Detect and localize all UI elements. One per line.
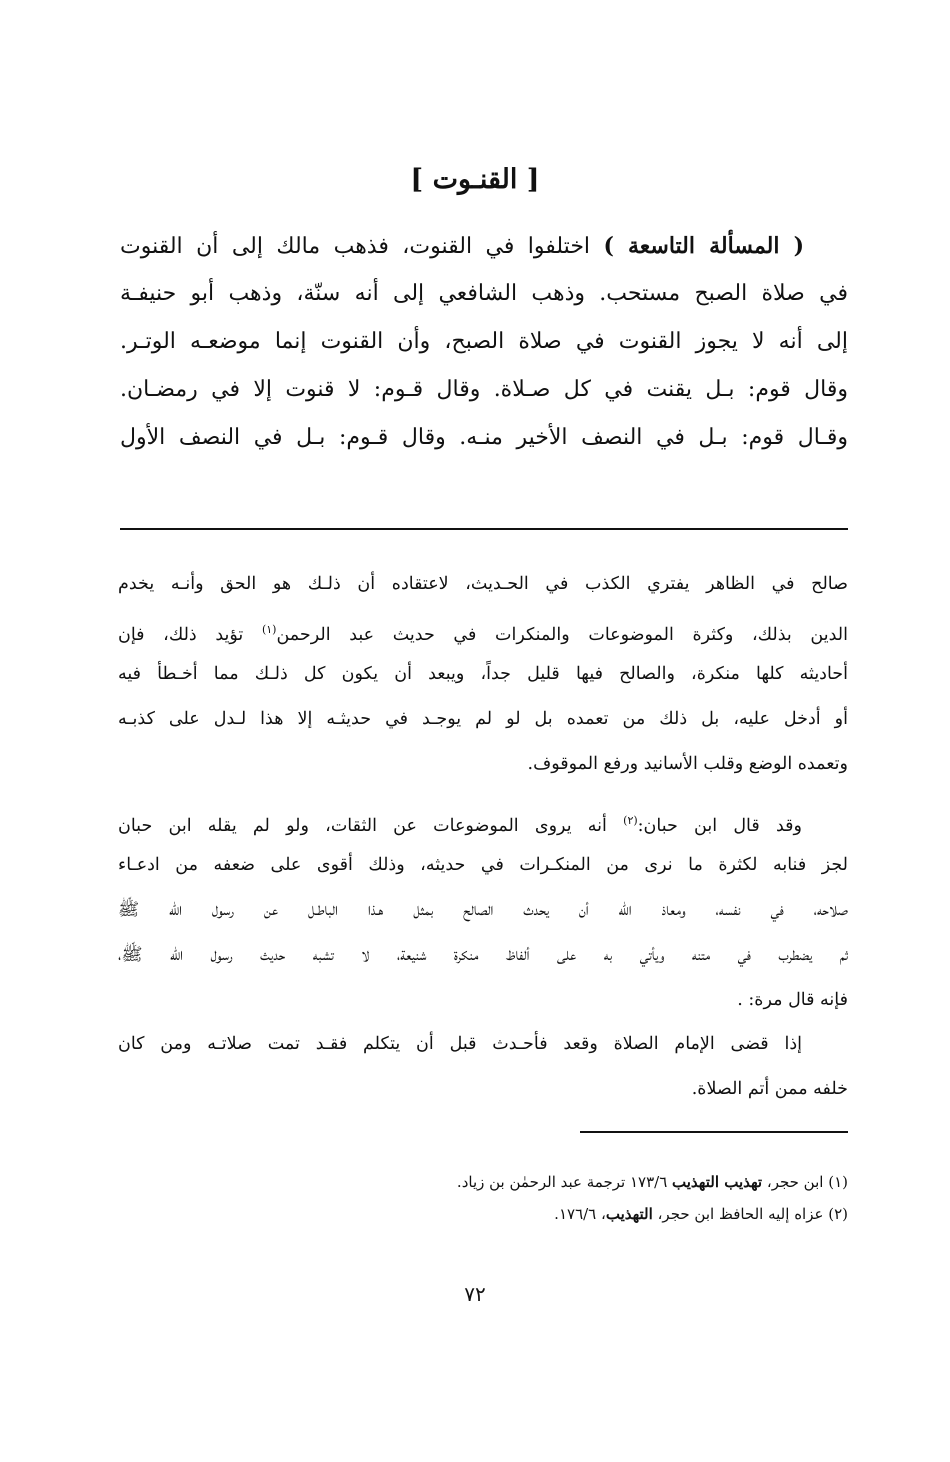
commentary-1-line-2-rest: تؤيد ذلك، فإن <box>118 624 262 645</box>
main-line-5: وقـال قوم: بـل في النصف الأخير منـه. وقال قـوم: بـل في النصف الأول <box>120 425 848 450</box>
main-line-1-text: اختلفوا في القنوت، فذهب مالك إلى أن القنوت <box>120 234 604 259</box>
commentary-2-line-4: ثم يضطرب في متنه ويأتي به على ألفاظ منكرة شنيعة، لا تشبه حديث رسول الله ﷺ، <box>118 945 848 965</box>
footnote-1-book-title: تهذيب التهذيب <box>672 1173 763 1191</box>
main-line-2: في صلاة الصبح مستحب. وذهب الشافعي إلى أنه سنّة، وذهب أبو حنيفـة <box>120 281 848 306</box>
commentary-1-line-2 <box>118 607 848 652</box>
commentary-1-line-2-text: الدين بذلك، وكثرة الموضوعات والمنكرات في حديث عبد الرحمن <box>276 624 848 645</box>
footnote-2 <box>300 1198 848 1230</box>
main-line-3: إلى أنه لا يجوز القنوت في صلاة الصبح، وأن القنوت إنما موضعـه الوتـر. <box>120 329 848 354</box>
issue-label: ( المسألة التاسعة ) <box>603 233 804 259</box>
section-divider <box>120 528 848 530</box>
footnote-2-book-title: التهذيب <box>605 1205 653 1223</box>
commentary-2-line-1-text: وقد قال ابن حبان: <box>637 815 802 836</box>
main-text <box>120 222 848 462</box>
footnote-2-detail: ، ١٧٦/٦. <box>554 1205 606 1223</box>
page-number: ٧٢ <box>464 1282 486 1306</box>
quoted-hadith-line-1: إذا قضى الإمام الصلاة وقعد فأحـدث قبل أن يتكلم فقـد تمت صلاتـه ومن كان <box>118 1034 802 1054</box>
main-line-1 <box>120 222 848 270</box>
commentary-1-line-5: وتعمده الوضع وقلب الأسانيد ورفع الموقوف. <box>527 754 848 774</box>
footnote-2-number: (٢) <box>828 1205 848 1223</box>
commentary-2-line-1-rest: أنه يروى الموضوعات عن الثقات، ولو لم يقله ابن حبان <box>118 815 624 836</box>
commentary-1-line-1: صالح في الظاهر يفتري الكذب في الحـديث، لاعتقاده أن ذلـك هو الحق وأنـه يخدم <box>118 574 848 594</box>
commentary-2-line-5: فإنه قال مرة: . <box>737 990 848 1010</box>
commentary-2-line-2: لجز فنابه لكثرة ما نرى من المنكـرات في حديثه، وذلك أقوى على ضعفه من ادعـاء <box>118 855 848 875</box>
main-line-4: وقال قوم: بـل يقنت في كل صـلاة. وقال قـوم: لا قنوت إلا في رمضـان. <box>120 377 848 402</box>
footnote-2-author: عزاه إليه الحافظ ابن حجر، <box>652 1205 829 1223</box>
commentary-paragraph-1 <box>118 562 848 787</box>
quoted-hadith-line-2: خلفه ممن أتم الصلاة. <box>691 1079 848 1099</box>
footnote-divider <box>580 1131 848 1133</box>
commentary-2-line-3: صلاحه، في نفسه، ومعاذ الله أن يحدث الصالح بمثل هـذا الباطـل عن رسول الله ﷺ <box>118 900 848 920</box>
section-heading: [ القنـوت ] <box>410 164 540 195</box>
footnote-ref-1: (١) <box>261 623 277 636</box>
commentary-1-line-3: أحاديثه كلها منكرة، والصالح فيها قليل جداً، ويبعد أن يكون كل ذلـك مما أخـطأ فيه <box>118 664 848 684</box>
footnote-1-detail: ١٧٣/٦ ترجمة عبد الرحمٰن بن زياد. <box>456 1173 673 1191</box>
commentary-paragraph-2 <box>118 798 848 1023</box>
footnote-1 <box>300 1166 848 1198</box>
footnote-1-number: (١) <box>828 1173 848 1191</box>
commentary-1-line-4: أو أدخل عليه، بل ذلك من تعمده بل لو لم يوجـد في حديثـه إلا هذا لـدل على كذبـه <box>118 709 848 729</box>
footnote-1-author: ابن حجر، <box>762 1173 829 1191</box>
quoted-hadith <box>118 1022 848 1112</box>
footnote-ref-2: (٢) <box>623 814 638 827</box>
footnotes <box>300 1166 848 1230</box>
commentary-2-line-1 <box>118 798 848 843</box>
